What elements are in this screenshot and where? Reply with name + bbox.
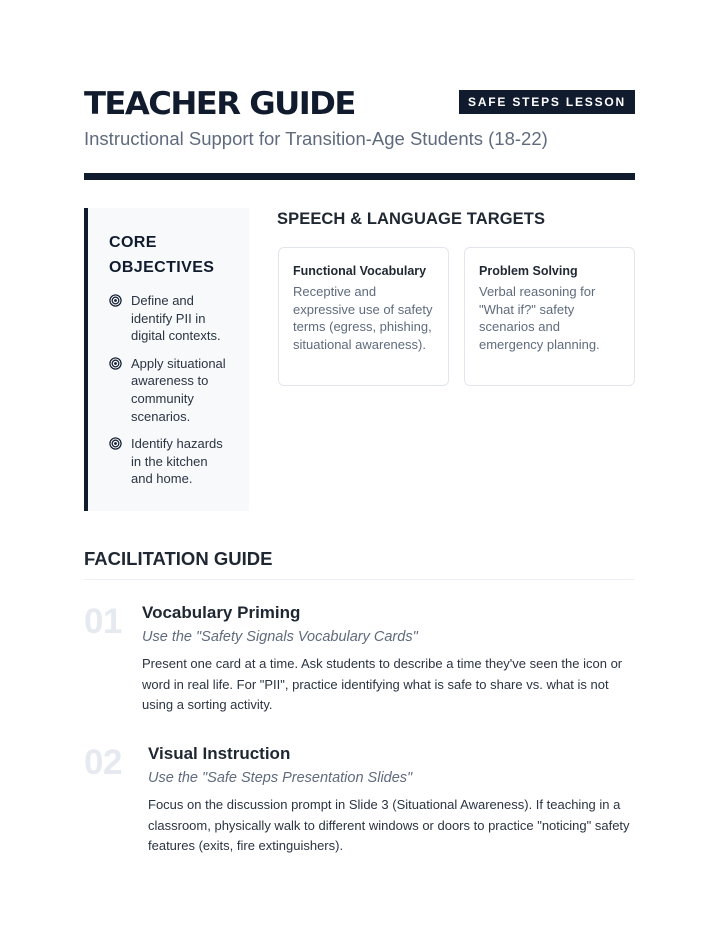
card-body: Verbal reasoning for "What if?" safety scenarios and emergency planning. — [479, 284, 600, 352]
target-card-problem-solving — [464, 247, 635, 386]
facilitation-heading: FACILITATION GUIDE — [84, 548, 273, 569]
objective-item — [109, 435, 249, 488]
header-divider — [84, 173, 635, 180]
core-objectives-panel — [84, 208, 249, 511]
objective-text: Define and identify PII in digital contexts. — [131, 293, 221, 344]
core-objectives-title: CORE OBJECTIVES — [109, 234, 215, 276]
step-subtitle: Use the "Safety Signals Vocabulary Cards" — [142, 629, 418, 645]
objective-text: Identify hazards in the kitchen and home. — [131, 436, 223, 487]
step-body: Focus on the discussion prompt in Slide 3 (Situational Awareness). If teaching in a classroom, physically walk to different windows or doors to practice "noticing" safety features (exits, fire extinguishers). — [148, 797, 630, 854]
step-subtitle: Use the "Safe Steps Presentation Slides" — [148, 770, 413, 786]
target-icon — [109, 357, 122, 370]
objective-item — [109, 355, 249, 425]
step-number: 02 — [84, 743, 122, 782]
page-title: TEACHER GUIDE — [84, 86, 355, 122]
card-title: Problem Solving — [479, 264, 578, 278]
step-content — [148, 742, 643, 857]
lesson-badge: SAFE STEPS LESSON — [459, 90, 635, 114]
target-card-functional-vocabulary — [278, 247, 449, 386]
step-content — [142, 601, 637, 716]
card-title: Functional Vocabulary — [293, 264, 427, 278]
step-title: Vocabulary Priming — [142, 603, 301, 622]
step-number: 01 — [84, 602, 122, 641]
speech-language-heading: SPEECH & LANGUAGE TARGETS — [277, 210, 546, 228]
page-subtitle: Instructional Support for Transition-Age Students (18-22) — [84, 128, 548, 149]
target-icon — [109, 294, 122, 307]
objective-text: Apply situational awareness to community scenarios. — [131, 355, 226, 424]
card-body: Receptive and expressive use of safety terms (egress, phishing, situational awareness). — [293, 284, 433, 352]
step-title: Visual Instruction — [148, 744, 291, 763]
step-body: Present one card at a time. Ask students to describe a time they've seen the icon or word in real life. For "PII", practice identifying what is safe to share vs. what is not using a sorting activity. — [142, 656, 623, 713]
objective-item — [109, 292, 249, 345]
objectives-list — [109, 292, 249, 498]
facilitation-divider — [84, 579, 635, 580]
target-icon — [109, 437, 122, 450]
